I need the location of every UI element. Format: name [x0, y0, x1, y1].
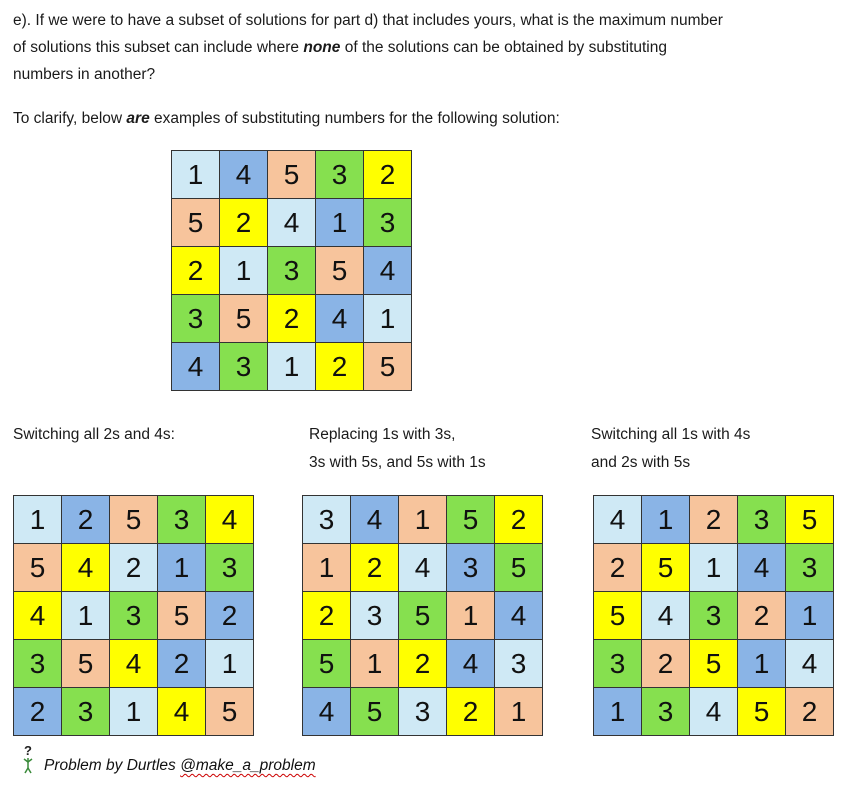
grid-cell: 1 [364, 295, 412, 343]
grid-cell: 3 [495, 640, 543, 688]
grid-cell: 1 [110, 688, 158, 736]
grid-cell: 3 [690, 592, 738, 640]
grid-cell: 3 [786, 544, 834, 592]
grid-cell: 1 [303, 544, 351, 592]
grid-cell: 4 [206, 496, 254, 544]
grid-cell: 4 [594, 496, 642, 544]
grid-cell: 5 [786, 496, 834, 544]
grid-cell: 3 [158, 496, 206, 544]
grid-cell: 4 [786, 640, 834, 688]
grid-cell: 1 [220, 247, 268, 295]
question-mark-figure-icon [18, 742, 40, 774]
grid-cell: 2 [364, 151, 412, 199]
grid-cell: 5 [220, 295, 268, 343]
grid-cell: 5 [316, 247, 364, 295]
grid-cell: 4 [364, 247, 412, 295]
grid-cell: 2 [220, 199, 268, 247]
grid-cell: 1 [399, 496, 447, 544]
grid-cell: 5 [110, 496, 158, 544]
grid-cell: 1 [495, 688, 543, 736]
grid-cell: 5 [62, 640, 110, 688]
grid-cell: 2 [268, 295, 316, 343]
grid-cell: 2 [206, 592, 254, 640]
grid-cell: 4 [62, 544, 110, 592]
grid-cell: 5 [690, 640, 738, 688]
grid-cell: 4 [316, 295, 364, 343]
grid-cell: 3 [14, 640, 62, 688]
grid-cell: 3 [447, 544, 495, 592]
grid-cell: 5 [495, 544, 543, 592]
grid-cell: 4 [642, 592, 690, 640]
caption-switch-1-4-2-5: Switching all 1s with 4s and 2s with 5s [591, 426, 751, 471]
question-line-1: e). If we were to have a subset of solutions for part d) that includes yours, what is the maximum number [13, 12, 723, 29]
grid-cell: 5 [206, 688, 254, 736]
grid-cell: 2 [594, 544, 642, 592]
grid-cell: 2 [62, 496, 110, 544]
switch-1-4-2-5-grid [593, 495, 834, 736]
grid-cell: 4 [690, 688, 738, 736]
clarify-text: To clarify, below are examples of substituting numbers for the following solution: [13, 110, 560, 127]
grid-cell: 5 [268, 151, 316, 199]
grid-cell: 1 [351, 640, 399, 688]
grid-cell: 4 [158, 688, 206, 736]
grid-cell: 5 [158, 592, 206, 640]
grid-cell: 2 [738, 592, 786, 640]
grid-cell: 5 [399, 592, 447, 640]
credit-line: Problem by Durtles @make_a_problem [44, 757, 316, 774]
grid-cell: 4 [303, 688, 351, 736]
author-handle: @make_a_problem [180, 757, 316, 774]
grid-cell: 2 [110, 544, 158, 592]
emphasis-are: are [126, 110, 150, 127]
grid-cell: 3 [268, 247, 316, 295]
grid-cell: 5 [738, 688, 786, 736]
grid-cell: 4 [495, 592, 543, 640]
grid-cell: 2 [642, 640, 690, 688]
grid-cell: 1 [14, 496, 62, 544]
grid-cell: 3 [594, 640, 642, 688]
grid-cell: 5 [642, 544, 690, 592]
grid-cell: 1 [62, 592, 110, 640]
grid-cell: 1 [594, 688, 642, 736]
grid-cell: 2 [690, 496, 738, 544]
grid-cell: 1 [642, 496, 690, 544]
grid-cell: 3 [220, 343, 268, 391]
grid-cell: 1 [738, 640, 786, 688]
grid-cell: 1 [206, 640, 254, 688]
switch-2-4-grid [13, 495, 254, 736]
grid-cell: 4 [399, 544, 447, 592]
grid-cell: 2 [14, 688, 62, 736]
grid-cell: 5 [303, 640, 351, 688]
grid-cell: 2 [786, 688, 834, 736]
grid-cell: 5 [594, 592, 642, 640]
grid-cell: 4 [738, 544, 786, 592]
grid-cell: 2 [303, 592, 351, 640]
grid-cell: 2 [158, 640, 206, 688]
svg-text:?: ? [24, 743, 32, 758]
grid-cell: 1 [316, 199, 364, 247]
grid-cell: 3 [172, 295, 220, 343]
grid-cell: 3 [110, 592, 158, 640]
grid-cell: 2 [316, 343, 364, 391]
grid-cell: 4 [268, 199, 316, 247]
grid-cell: 3 [364, 199, 412, 247]
grid-cell: 4 [14, 592, 62, 640]
grid-cell: 5 [351, 688, 399, 736]
grid-cell: 3 [738, 496, 786, 544]
question-text [13, 7, 833, 88]
grid-cell: 3 [316, 151, 364, 199]
question-line-3: numbers in another? [13, 66, 156, 83]
grid-cell: 3 [303, 496, 351, 544]
grid-cell: 3 [206, 544, 254, 592]
grid-cell: 4 [447, 640, 495, 688]
original-solution-grid [171, 150, 412, 391]
caption-switch-2-4: Switching all 2s and 4s: [13, 426, 175, 443]
grid-cell: 3 [351, 592, 399, 640]
grid-cell: 5 [364, 343, 412, 391]
grid-cell: 1 [158, 544, 206, 592]
grid-cell: 2 [495, 496, 543, 544]
grid-cell: 5 [447, 496, 495, 544]
grid-cell: 5 [14, 544, 62, 592]
grid-cell: 4 [110, 640, 158, 688]
grid-cell: 1 [447, 592, 495, 640]
grid-cell: 3 [62, 688, 110, 736]
grid-cell: 2 [172, 247, 220, 295]
grid-cell: 5 [172, 199, 220, 247]
grid-cell: 4 [172, 343, 220, 391]
grid-cell: 4 [351, 496, 399, 544]
grid-cell: 1 [690, 544, 738, 592]
grid-cell: 3 [642, 688, 690, 736]
question-line-2: of solutions this subset can include where none of the solutions can be obtained by substituting [13, 39, 667, 56]
grid-cell: 1 [172, 151, 220, 199]
grid-cell: 3 [399, 688, 447, 736]
grid-cell: 4 [220, 151, 268, 199]
emphasis-none: none [303, 39, 341, 56]
grid-cell: 2 [351, 544, 399, 592]
grid-cell: 1 [268, 343, 316, 391]
caption-replace: Replacing 1s with 3s, 3s with 5s, and 5s with 1s [309, 426, 486, 471]
grid-cell: 1 [786, 592, 834, 640]
grid-cell: 2 [399, 640, 447, 688]
replace-grid [302, 495, 543, 736]
grid-cell: 2 [447, 688, 495, 736]
